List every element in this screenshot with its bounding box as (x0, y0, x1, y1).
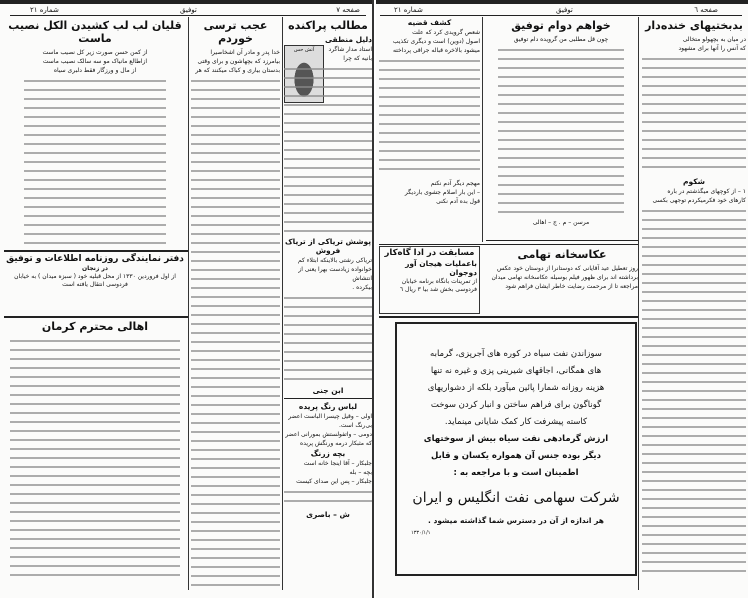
ad-date: ۱۳۳۰/۱/۱ (411, 530, 431, 536)
signature: مرسن – م . ج – اهالی (532, 219, 590, 226)
text-line: تریاکی رشتی بالاینکه ابتلاء کم (297, 257, 372, 264)
column-divider (188, 17, 189, 590)
subheading: در زنجان (81, 265, 109, 272)
ad-line: گوناگون برای فراهم ساختن و انبار کردن سوخت (430, 400, 602, 410)
ad-line: اطمینان است و با مراجعه به : (453, 468, 579, 478)
divider (379, 316, 638, 318)
text-line: – این بار اصلام جشوی باردیگر (404, 189, 480, 196)
text-line: استاد مدار شاگرد (328, 46, 372, 53)
subheading: باعملیات هیجان آور دوجوان (405, 259, 477, 277)
subheading: لباس رنگ پریده (298, 402, 358, 411)
text-line: بدستان بیاری و کباک میکنند که هر (195, 67, 280, 74)
headline: بدبختیهای خنده‌دار (645, 19, 743, 32)
ad-line: هزینه روزانه شمارا پائین میآورد بلکه از دشواریهای (427, 383, 605, 393)
page-number: صفحه ٦ (694, 6, 718, 14)
text-line: مهجم دیگر آدم نکنم (430, 180, 480, 187)
ad-line: کاسته پیشرفت کار کمک شایانی مینماید. (444, 417, 588, 427)
column-scare (191, 17, 280, 590)
text-line: که مثبکار درمه ورنگش پریده (300, 440, 372, 447)
issue-number: شماره ۲۱ (30, 6, 59, 14)
scan-edge (376, 0, 748, 4)
divider (486, 240, 638, 241)
body-text (284, 488, 372, 508)
divider (4, 250, 188, 252)
text-line: اصول (دوین) است و دیگری تکذیب (392, 38, 480, 45)
text-line: از تمرینات بانگاه برنامه خیابان (401, 278, 477, 285)
text-line: بی‌رنگ است. (338, 422, 372, 429)
text-line: از مال و ورزگار فقط دلبری سیاه (53, 67, 137, 74)
subheading: دلیل منطقی (324, 35, 372, 44)
text-line: در میان به بچهولو متخالی (682, 36, 746, 43)
body-text (284, 294, 372, 384)
poem-text (498, 46, 624, 216)
text-line: جلبکار – پس این صدای کیست (296, 478, 372, 485)
text-line: خوانواده زیادست بهرا یعنی از انتشاش (298, 266, 372, 282)
text-line: بیامرزد که بچهاشون و برای وقتی (197, 58, 280, 65)
column-funny-misfortunes (642, 17, 746, 590)
subheading: شکوم (683, 177, 705, 186)
ad-line: های همگانی، اجاقهای شیرینی پزی و غیره نه تنها (430, 366, 602, 376)
body-text (642, 207, 746, 577)
text-line: خدا پدر و مادر آن اشخاصیرا (210, 49, 280, 56)
signature: ابن جنی (312, 386, 344, 395)
headline: عکاسخانه تهامی (517, 248, 607, 261)
text-line: ازاطالع مانیاک مو سه سالک نصیب ماست (42, 58, 148, 65)
text-line: بیکرده . (352, 284, 372, 291)
headline: اهالی محترم کرمان (41, 320, 149, 333)
ad-line: سوزاندن نفت سیاه در کوره های آجرپزی، گرمابه (430, 349, 602, 359)
newspaper-title: توفیق (180, 6, 197, 14)
office-notice (4, 253, 186, 315)
headline: مطالب پراکنده (288, 19, 368, 32)
text-line: کارهای خود فکرمیکردم توجهی بکسی (652, 197, 746, 204)
page-number: صفحه ۷ (336, 6, 360, 14)
photo-studio-notice (486, 246, 638, 312)
kerman-notice (4, 318, 186, 590)
body-text (191, 77, 280, 590)
text-line: میشود بالاخره قباله جراقی پرداخته (392, 47, 480, 54)
signature: ش – باصری (306, 510, 350, 519)
text-line: شعص گرویدی کرد که علت (412, 29, 480, 36)
text-line: ۱ – از کوچهای میگذشتم در باره (667, 188, 746, 195)
headline: قلیان لب لب کشیدن الکل نصیب ماست (8, 19, 182, 45)
contest-notice (379, 246, 480, 314)
column-divider (282, 17, 283, 590)
scan-edge (0, 0, 372, 4)
text-line: قول بده آدم نکنی (436, 198, 480, 205)
oil-company-advertisement (395, 322, 637, 576)
text-line: بچه – بله (349, 469, 372, 476)
text-line: بانیه که چرا (343, 55, 372, 62)
headline: مسابقت در ادا گاه‌کار (384, 248, 475, 258)
text-line: که آنس را آنها برای مشهود (678, 45, 746, 52)
body-text (10, 337, 180, 581)
header-rule (380, 15, 742, 16)
issue-number: شماره ۲۱ (394, 6, 423, 14)
newspaper-title: توفیق (556, 6, 573, 14)
column-hookah (4, 17, 186, 249)
ad-line: ارزش گرمادهی نفت سیاه بیش از سوختهای (423, 434, 609, 444)
subheading: پوشش تریاکی از تریاک فروش (284, 237, 372, 255)
text-line: مراجعه تا از مرحمت رضایت خاطر ایشان فراهم شود (505, 283, 638, 290)
body-text (642, 55, 746, 175)
column-divider (638, 17, 639, 590)
headline: دفتر نمایندگی روزنامه اطلاعات و توفیق (6, 254, 184, 264)
column-case-discovery (379, 17, 480, 242)
text-line: فردوسی انتقال یافته است (62, 281, 128, 288)
text-line: فردوسی بخش شد بیا ۳ ریال ٦ (399, 286, 477, 293)
headline: عجب ترسی خوردم (203, 19, 268, 45)
subheading: بچه زرنگ (310, 449, 346, 458)
poem-text (24, 77, 166, 247)
text-line: روز تعطیل عید آقایانی که دوستانرا از دوستان خود عکس (497, 265, 638, 272)
headline: کشف قضیه (407, 18, 452, 27)
divider (379, 244, 638, 245)
text-line: اولی – وقیل چیسرا الباست اعضر (288, 413, 372, 420)
column-divider (482, 17, 483, 242)
text-line: از اول فروردین ۱۳۳۰ از محل قبلیه خود ( سبزه میدان ) به خیابان (14, 273, 176, 280)
text-line: از کمن حسن صورت زیر کل نصیب ماست (42, 49, 148, 56)
text-line: دومی – واتفولستش بمورانی اعضر (285, 431, 372, 438)
body-text (379, 57, 480, 177)
divider (284, 398, 372, 399)
column-scattered (284, 17, 372, 590)
body-text (284, 65, 372, 235)
text-line: جلبکار – آقا اینجا خانه است (303, 460, 372, 467)
headline: خواهم دوام توفیق (511, 19, 611, 32)
header-rule (10, 15, 366, 16)
ad-line: هر اندازه از آن در دسترس شما گذاشته میشود . (428, 516, 604, 525)
ad-line: دیگر بوده جنس آن همواره یکسان و قابل (431, 451, 601, 461)
text-line: برداشته اند برای ظهور فیلم بوسیله عکاسخانه تهامی میدان (491, 274, 638, 281)
column-tofigh-poem (486, 17, 636, 242)
company-name: شرکت سهامی نفت انگلیس و ایران (412, 490, 620, 506)
portrait-caption: آتش حس (293, 47, 315, 53)
text-line: چون قل مطلبی من گرویده دام توفیق (513, 36, 609, 43)
